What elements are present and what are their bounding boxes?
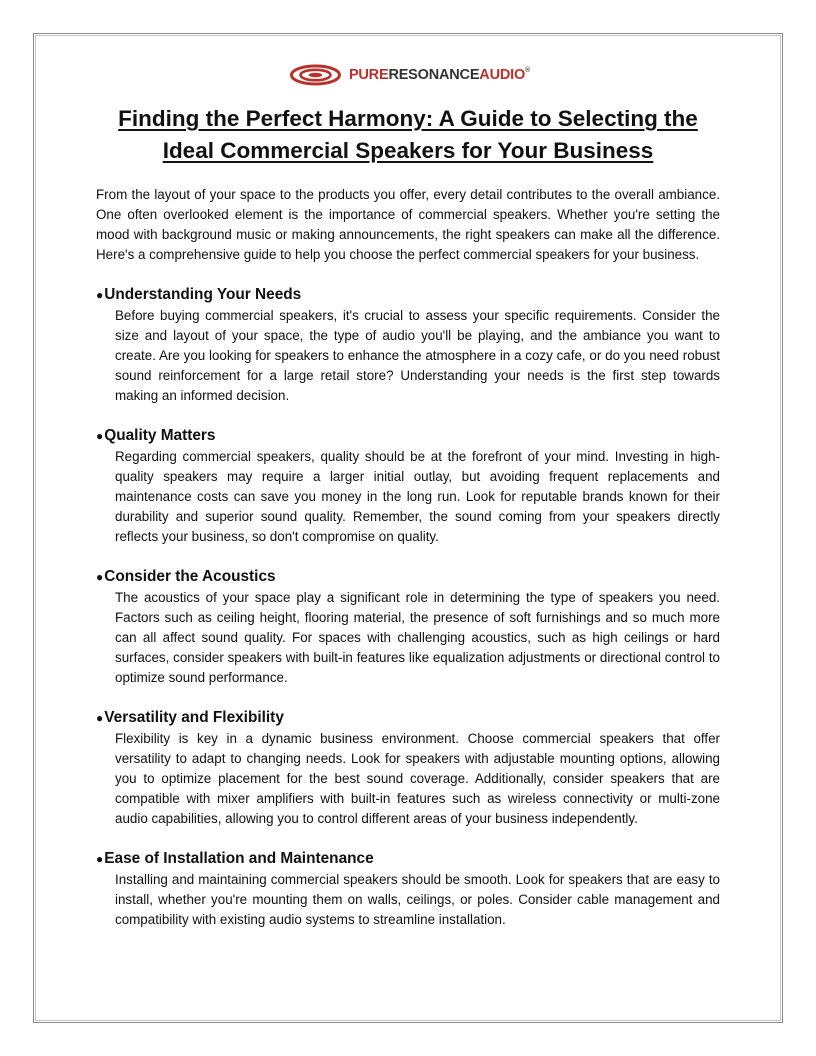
registered-mark: ® [525, 67, 530, 74]
section-understanding-needs [96, 284, 720, 406]
section-heading-text: Ease of Installation and Maintenance [104, 850, 374, 867]
section-body: The acoustics of your space play a significant role in determining the type of speakers you need. Factors such as ceiling height, flooring material, the presence of soft furnishings and so much more can all affect sound quality. For spaces with challenging acoustics, such as high ceilings or hard surfaces, consider speakers with built-in features like equalization adjustments or directional control to optimize sound performance. [115, 590, 720, 685]
speaker-waves-logo-icon [290, 61, 341, 89]
brand-logo [290, 60, 530, 90]
section-heading-text: Quality Matters [104, 427, 216, 444]
section-heading-text: Versatility and Flexibility [104, 709, 284, 726]
bullet-icon: ● [96, 711, 104, 725]
section-heading-text: Consider the Acoustics [104, 568, 276, 585]
section-installation [96, 848, 720, 930]
section-quality-matters [96, 425, 720, 547]
brand-name-audio: AUDIO [479, 67, 526, 83]
section-body: Regarding commercial speakers, quality should be at the forefront of your mind. Investing in high-quality speakers may require a larger initial outlay, but avoiding frequent replacements and maintenance costs can save you money in the long run. Look for reputable brands known for their durability and superior sound quality. Remember, the sound coming from your speakers directly reflects your business, so don't compromise on quality. [115, 449, 720, 544]
section-body: Installing and maintaining commercial speakers should be smooth. Look for speakers that are easy to install, whether you're mounting them on walls, ceilings, or poles. Consider cable management and compatibility with existing audio systems to streamline installation. [115, 872, 720, 927]
brand-name-pure: PURE [348, 67, 389, 83]
brand-name [349, 67, 530, 83]
section-body: Flexibility is key in a dynamic business environment. Choose commercial speakers that offer versatility to adapt to changing needs. Look for speakers with adjustable mounting options, allowing you to optimize placement for the best sound coverage. Additionally, consider speakers that are compatible with mixer amplifiers with built-in features such as wireless connectivity or multi-zone audio capabilities, allowing you to control different areas of your business independently. [115, 731, 720, 826]
section-heading-text: Understanding Your Needs [104, 286, 302, 303]
bullet-icon: ● [96, 852, 104, 866]
bullet-icon: ● [96, 288, 104, 302]
section-heading [96, 707, 720, 729]
brand-name-resonance: RESONANCE [388, 67, 480, 83]
bullet-icon: ● [96, 429, 104, 443]
section-body: Before buying commercial speakers, it's crucial to assess your specific requirements. Consider the size and layout of your space, the type of audio you'll be playing, and the ambiance you want to create. Are you looking for speakers to enhance the atmosphere in a cozy cafe, or do you need robust sound reinforcement for a large retail store? Understanding your needs is the first step towards making an informed decision. [115, 308, 720, 403]
section-heading [96, 425, 720, 447]
section-heading [96, 284, 720, 306]
section-heading [96, 848, 720, 870]
document-title: Finding the Perfect Harmony: A Guide to Selecting the Ideal Commercial Speakers for Your Business [118, 106, 698, 163]
section-acoustics [96, 566, 720, 688]
section-heading [96, 566, 720, 588]
intro-paragraph: From the layout of your space to the products you offer, every detail contributes to the overall ambiance. One often overlooked element is the importance of commercial speakers. Whether you're setting the mood with background music or making announcements, the right speakers can make all the difference. Here's a comprehensive guide to help you choose the perfect commercial speakers for your business. [96, 187, 720, 262]
bullet-icon: ● [96, 570, 104, 584]
document-body [96, 185, 720, 949]
section-versatility [96, 707, 720, 829]
